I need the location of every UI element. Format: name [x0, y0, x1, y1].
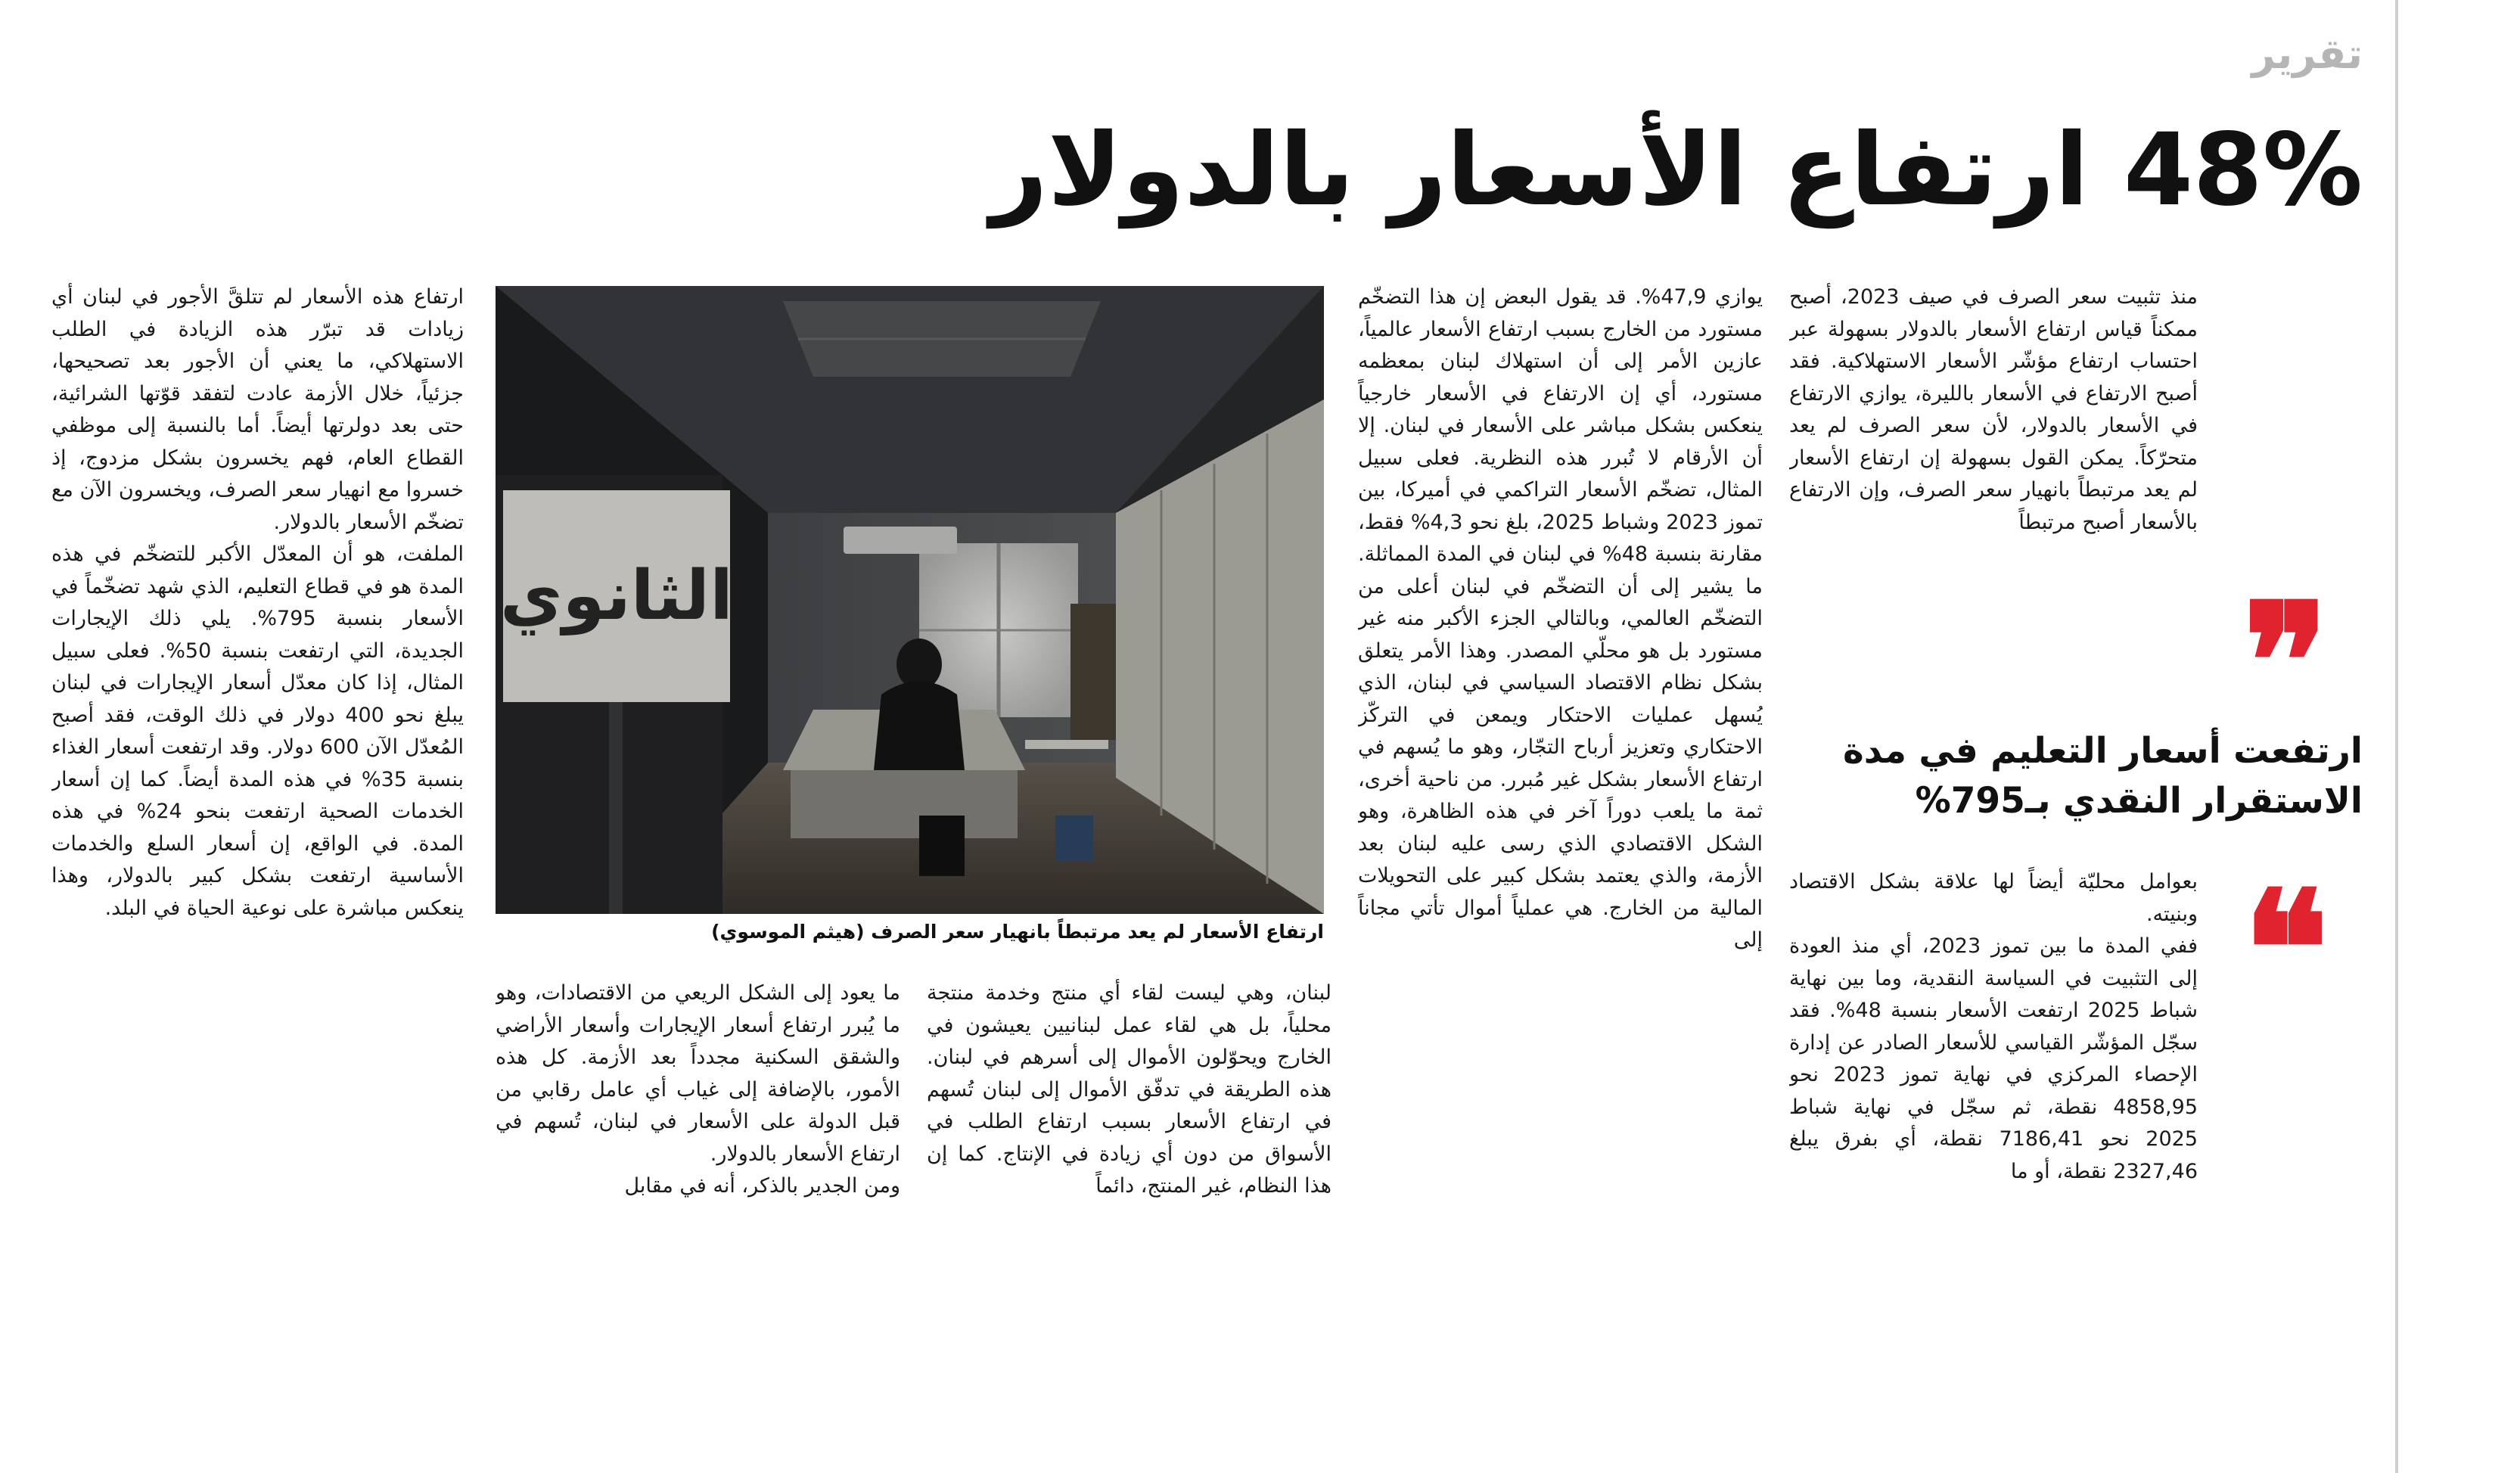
- section-label: تقرير: [2251, 30, 2363, 78]
- article-column-5: [51, 281, 464, 1314]
- article-photo: [496, 286, 1324, 914]
- closing-quote-icon: ❞: [2243, 568, 2329, 755]
- article-column-1-top: [1789, 281, 2198, 690]
- article-column-1-bottom: [1789, 866, 2198, 1305]
- headline: 48% ارتفاع الأسعار بالدولار: [990, 112, 2363, 228]
- article-column-3: [927, 977, 1331, 1314]
- paragraph: ارتفاع هذه الأسعار لم تتلقَّ الأجور في لبنان أي زيادات قد تبرّر هذه الزيادة في الطلب الاستهلاكي، ما يعني أن الأجور بعد تصحيحها، جزئياً، خلال الأزمة عادت لتفقد قوّتها الشرائية، حتى بعد دولرتها أيضاً. أما بالنسبة إلى موظفي القطاع العام، فهم يخسرون بشكل مزدوج، إذ خسروا مع انهيار سعر الصرف، ويخسرون الآن مع تضخّم الأسعار بالدولار.: [51, 285, 464, 534]
- pull-quote-line-1: ارتفعت أسعار التعليم في مدة: [1843, 730, 2363, 772]
- paragraph: ومن الجدير بالذكر، أنه في مقابل: [624, 1174, 900, 1198]
- paragraph: لبنان، وهي ليست لقاء أي منتج وخدمة منتجة محلياً، بل هي لقاء عمل لبنانيين يعيشون في الخارج ويحوّلون الأموال إلى أسرهم في لبنان. هذه الطريقة في تدفّق الأموال إلى لبنان تُسهم في ارتفاع الأسعار بسبب ارتفاع الطلب في الأسواق من دون أي زيادة في الإنتاج. كما إن هذا النظام، غير المنتج، دائماً: [927, 981, 1331, 1198]
- pull-quote-line-2: الاستقرار النقدي بـ795%: [1915, 780, 2363, 822]
- office-room-photo: [496, 286, 1324, 914]
- paragraph: ففي المدة ما بين تموز 2023، أي منذ العودة إلى التثبيت في السياسة النقدية، وما بين نهاية شباط 2025 ارتفعت الأسعار بنسبة 48%. فقد سجّل المؤشّر القياسي للأسعار الصادر عن إدارة الإحصاء المركزي في نهاية تموز 2023 نحو 4858,95 نقطة، ثم سجّل في نهاية شباط 2025 نحو 7186,41 نقطة، أي بفرق يبلغ 2327,46 نقطة، أو ما: [1789, 934, 2198, 1183]
- paragraph: ما يعود إلى الشكل الريعي من الاقتصادات، وهو ما يُبرر ارتفاع أسعار الإيجارات وأسعار الأراضي والشقق السكنية مجدداً بعد الأزمة. كل هذه الأمور، بالإضافة إلى غياب أي عامل رقابي من قبل الدولة على الأسعار في لبنان، تُسهم في ارتفاع الأسعار بالدولار.: [496, 981, 900, 1166]
- paragraph: الملفت، هو أن المعدّل الأكبر للتضخّم في هذه المدة هو في قطاع التعليم، الذي شهد تضخّماً في الأسعار بنسبة 795%. يلي ذلك الإيجارات الجديدة، التي ارتفعت بنسبة 50%. فعلى سبيل المثال، إذا كان معدّل أسعار الإيجارات في لبنان يبلغ نحو 400 دولار في ذلك الوقت، فقد أصبح المُعدّل الآن 600 دولار. وقد ارتفعت أسعار الغذاء بنسبة 35% في هذه المدة أيضاً. كما إن أسعار الخدمات الصحية ارتفعت بنحو 24% في هذه المدة. في الواقع، إن أسعار السلع والخدمات الأساسية ارتفعت بشكل كبير بالدولار، وهذا ينعكس مباشرة على نوعية الحياة في البلد.: [51, 542, 464, 920]
- article-column-4: [496, 977, 900, 1314]
- paragraph: بعوامل محليّة أيضاً لها علاقة بشكل الاقتصاد وبنيته.: [1789, 870, 2198, 926]
- article-column-2: [1358, 281, 1763, 1314]
- paragraph: منذ تثبيت سعر الصرف في صيف 2023، أصبح ممكناً قياس ارتفاع الأسعار بالدولار بسهولة عبر احتساب ارتفاع مؤشّر الأسعار الاستهلاكية. فقد أصبح الارتفاع في الأسعار بالليرة، يوازي الارتفاع في الأسعار بالدولار، لأن سعر الصرف لم يعد متحرّكاً. يمكن القول بسهولة إن ارتفاع الأسعار لم يعد مرتبطاً بانهيار سعر الصرف، وإن الارتفاع بالأسعار أصبح مرتبطاً: [1789, 285, 2198, 534]
- opening-quote-icon: ❝: [2243, 856, 2329, 1043]
- paragraph: يوازي 47,9%. قد يقول البعض إن هذا التضخّم مستورد من الخارج بسبب ارتفاع الأسعار عالمياً، عازين الأمر إلى أن استهلاك لبنان بمعظمه مستورد، أي إن الارتفاع في الأسعار خارجياً ينعكس بشكل مباشر على الأسعار في لبنان. إلا أن الأرقام لا تُبرر هذه النظرية. فعلى سبيل المثال، تضخّم الأسعار التراكمي في أميركا، بين تموز 2023 وشباط 2025، بلغ نحو 4,3% فقط، مقارنة بنسبة 48% في لبنان في المدة المماثلة. ما يشير إلى أن التضخّم في لبنان أعلى من التضخّم العالمي، وبالتالي الجزء الأكبر منه غير مستورد بل هو محلّي المصدر. وهذا الأمر يتعلق بشكل نظام الاقتصاد السياسي في لبنان، الذي يُسهل عمليات الاحتكار ويمعن في التركّز الاحتكاري وتعزيز أرباح التجّار، وهو ما يُسهم في ارتفاع الأسعار بشكل غير مُبرر. من ناحية أخرى، ثمة ما يلعب دوراً آخر في هذه الظاهرة، وهو الشكل الاقتصادي الذي رسى عليه لبنان بعد الأزمة، والذي يعتمد بشكل كبير على التحويلات المالية من الخارج. هي عملياً أموال تأتي مجاناً إلى: [1358, 285, 1763, 952]
- page-edge-rule: [2395, 0, 2398, 1473]
- pull-quote: [1757, 726, 2363, 826]
- photo-caption: ارتفاع الأسعار لم يعد مرتبطاً بانهيار سعر الصرف (هيثم الموسوي): [711, 921, 1324, 943]
- photo-sign-text: الثانوي: [500, 556, 733, 636]
